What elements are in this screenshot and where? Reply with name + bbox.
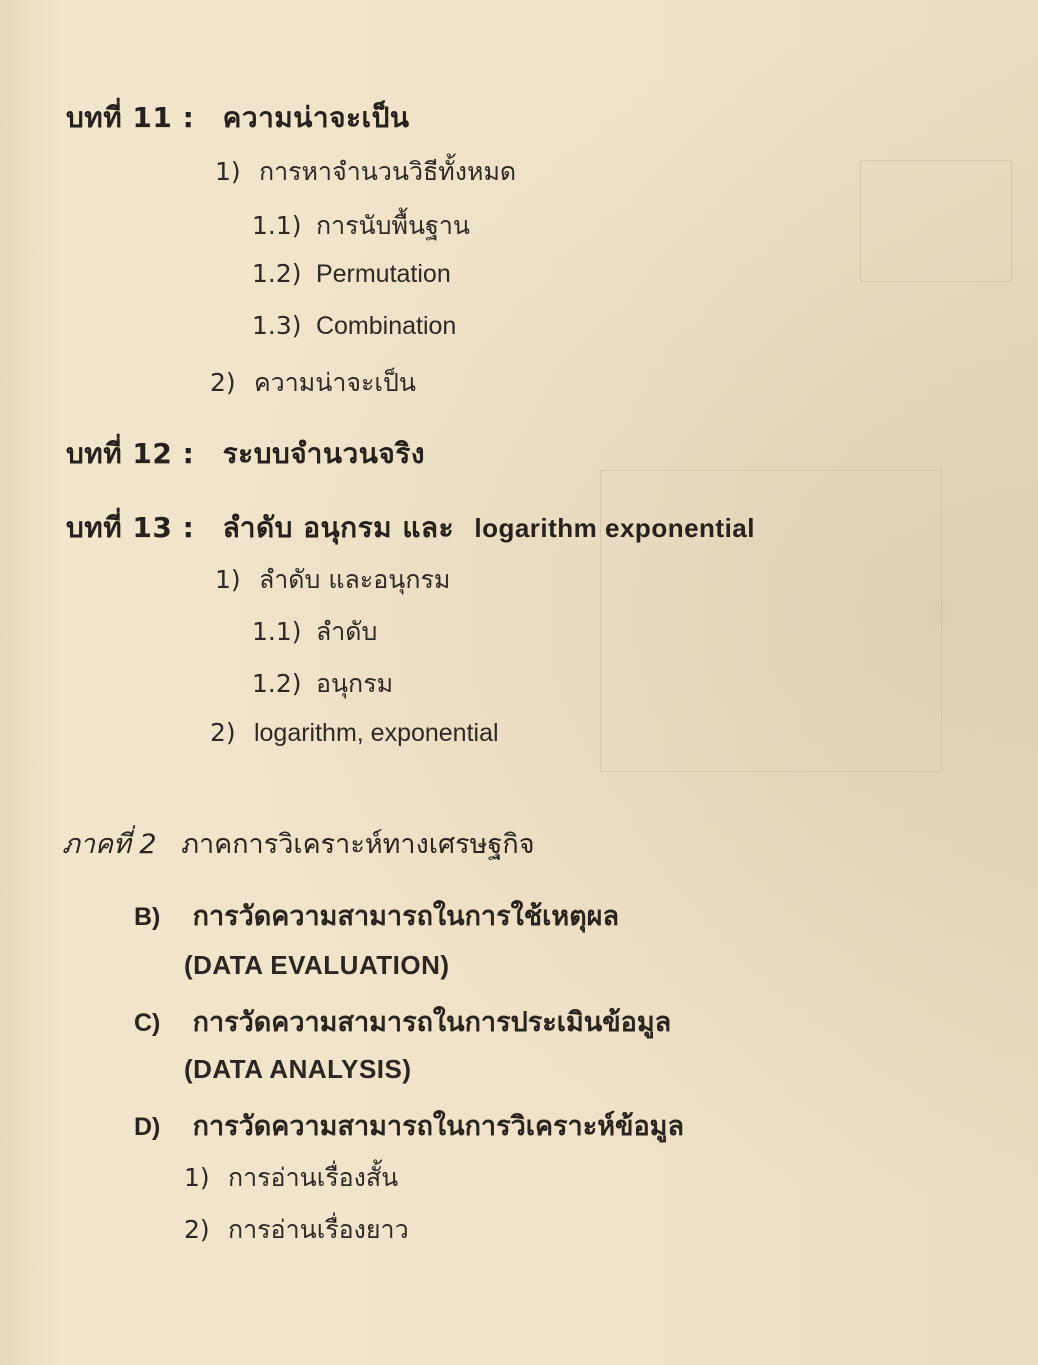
ch11-item-1-3	[252, 311, 456, 341]
item-text: ลำดับ และอนุกรม	[258, 565, 451, 594]
part-2-label: ภาคที่ 2	[62, 829, 157, 860]
item-number: 1.1)	[252, 211, 302, 240]
chapter-13-label: บทที่ 13 :	[66, 511, 195, 544]
ch13-item-1	[215, 560, 450, 600]
chapter-11-label: บทที่ 11 :	[66, 101, 195, 134]
item-text: logarithm, exponential	[253, 719, 499, 747]
show-through-box	[860, 160, 1012, 282]
ch11-item-2	[210, 363, 416, 403]
section-title: การวัดความสามารถในการประเมินข้อมูล	[192, 1007, 672, 1038]
section-d-item-1	[184, 1158, 398, 1198]
item-text: การอ่านเรื่องยาว	[227, 1215, 409, 1244]
item-number: 1)	[215, 565, 241, 594]
section-letter: B)	[134, 903, 161, 931]
part-2-title: ภาคการวิเคราะห์ทางเศรษฐกิจ	[181, 829, 535, 860]
chapter-12-label: บทที่ 12 :	[66, 437, 195, 470]
item-text: Permutation	[315, 260, 451, 288]
item-text: การอ่านเรื่องสั้น	[227, 1163, 399, 1192]
ch13-item-1-1	[252, 612, 377, 652]
section-b-subtitle: (DATA EVALUATION)	[184, 950, 450, 980]
item-text: การนับพื้นฐาน	[315, 211, 471, 240]
item-number: 2)	[210, 368, 236, 397]
section-letter: C)	[134, 1009, 161, 1037]
item-number: 1.1)	[252, 617, 302, 646]
section-letter: D)	[134, 1113, 161, 1141]
ch11-item-1-2	[252, 259, 451, 289]
ch13-item-1-2	[252, 664, 393, 704]
section-d-item-2	[184, 1210, 409, 1250]
chapter-13-title-thai: ลำดับ อนุกรม และ	[222, 511, 455, 544]
chapter-12-heading	[66, 432, 425, 476]
section-c	[134, 1000, 671, 1043]
ch11-item-1-1	[252, 206, 470, 246]
section-d	[134, 1104, 684, 1147]
item-text: การหาจำนวนวิธีทั้งหมด	[258, 157, 517, 186]
section-b	[134, 894, 619, 937]
item-number: 1.2)	[252, 669, 302, 698]
section-c-subtitle: (DATA ANALYSIS)	[184, 1054, 412, 1084]
section-title: การวัดความสามารถในการวิเคราะห์ข้อมูล	[192, 1111, 685, 1142]
chapter-13-title-latin: logarithm exponential	[474, 513, 755, 543]
ch13-item-2	[210, 718, 499, 748]
ch11-item-1	[215, 152, 516, 192]
item-number: 1)	[215, 157, 241, 186]
item-number: 1.2)	[252, 259, 302, 288]
item-text: อนุกรม	[315, 669, 394, 698]
chapter-11-heading	[66, 96, 410, 140]
chapter-13-heading	[66, 506, 755, 550]
item-number: 1.3)	[252, 311, 302, 340]
item-text: Combination	[315, 312, 457, 340]
chapter-12-title: ระบบจำนวนจริง	[222, 437, 425, 470]
item-number: 1)	[184, 1163, 210, 1192]
section-title: การวัดความสามารถในการใช้เหตุผล	[192, 901, 620, 932]
item-text: ลำดับ	[315, 617, 378, 646]
chapter-11-title: ความน่าจะเป็น	[222, 101, 410, 134]
item-text: ความน่าจะเป็น	[253, 368, 416, 397]
item-number: 2)	[184, 1215, 210, 1244]
part-2-heading	[62, 822, 535, 865]
item-number: 2)	[210, 718, 236, 747]
